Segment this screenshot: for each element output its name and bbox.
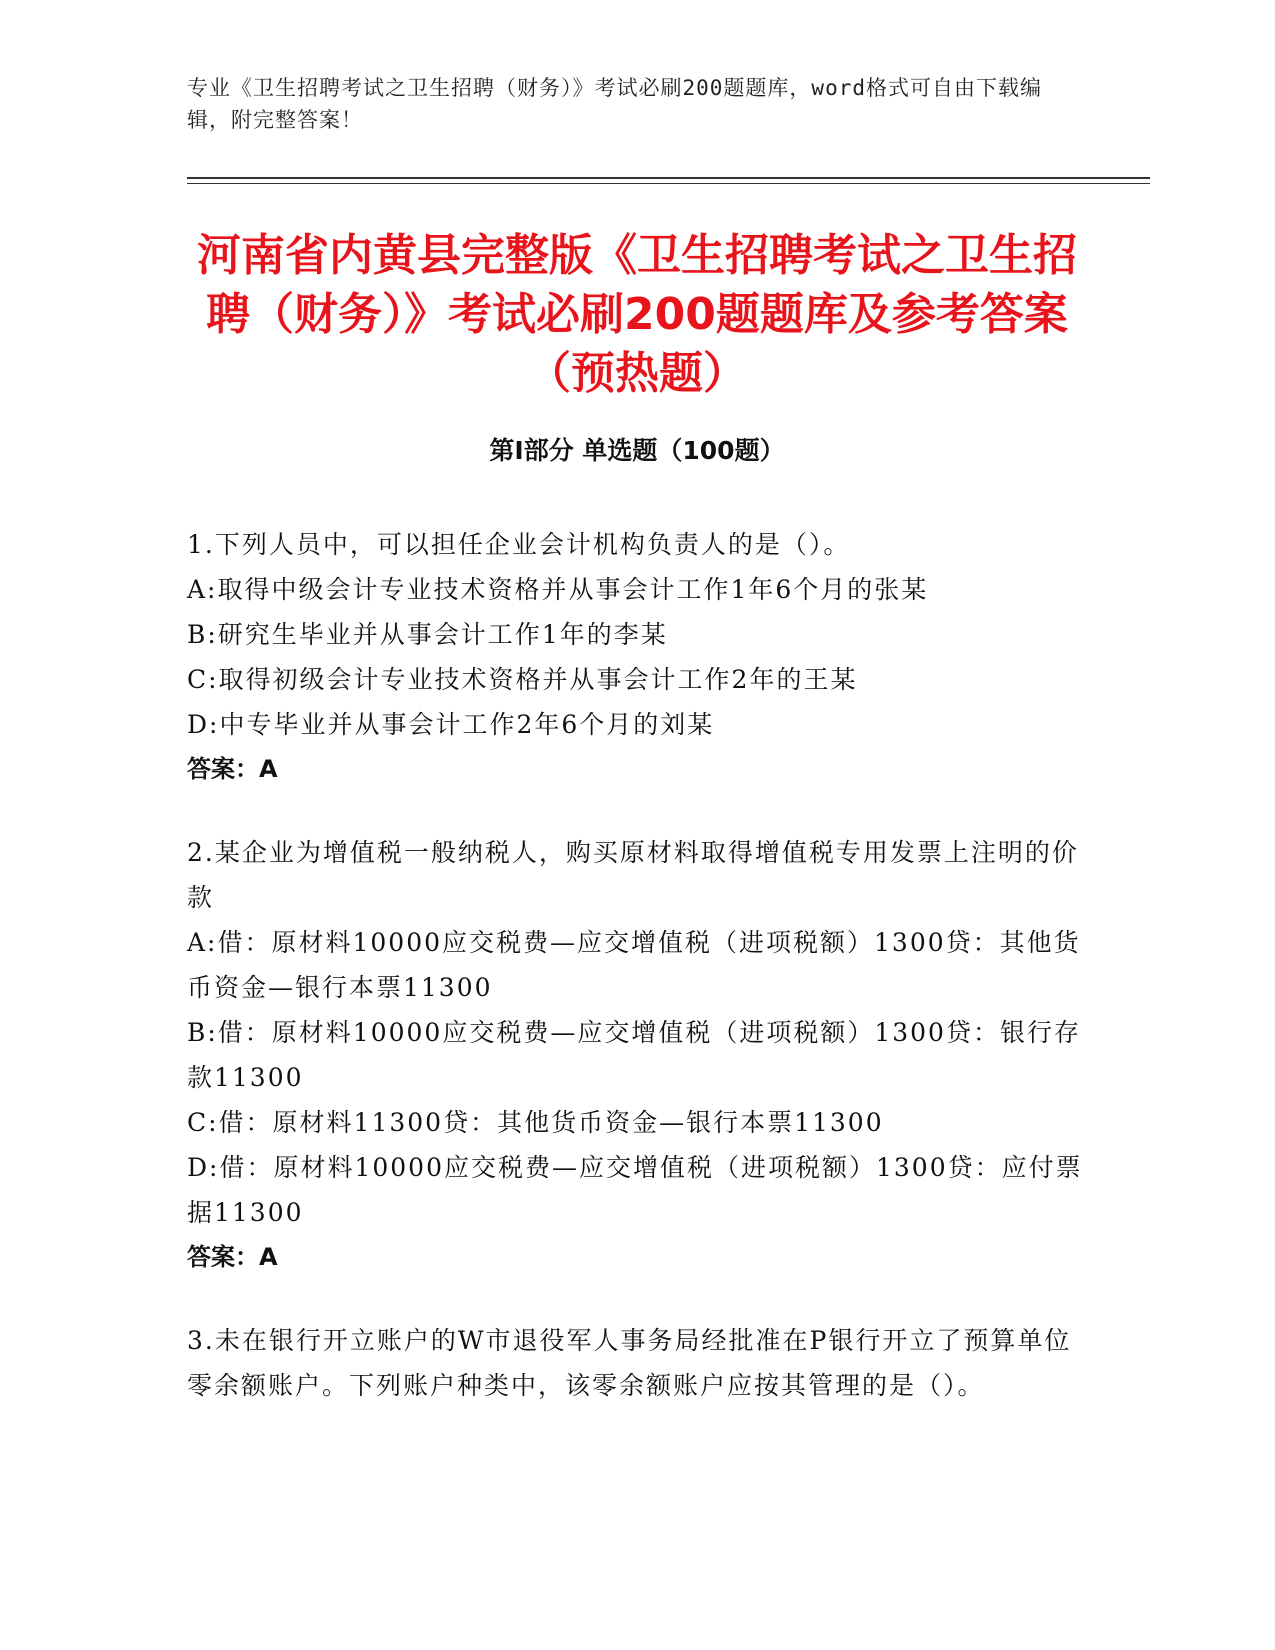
option-a: A:取得中级会计专业技术资格并从事会计工作1年6个月的张某 (187, 575, 929, 604)
question-stem: 3.未在银行开立账户的W市退役军人事务局经批准在P银行开立了预算单位零余额账户。下列账户种类中，该零余额账户应按其管理的是（）。 (187, 1326, 1072, 1400)
question-2 (187, 830, 1087, 1280)
question-3 (187, 1318, 1087, 1408)
option-d: D:借：原材料10000应交税费—应交增值税（进项税额）1300贷：应付票据11300 (187, 1153, 1083, 1227)
option-c: C:借：原材料11300贷：其他货币资金—银行本票11300 (187, 1108, 884, 1137)
option-d: D:中专毕业并从事会计工作2年6个月的刘某 (187, 710, 715, 739)
option-a: A:借：原材料10000应交税费—应交增值税（进项税额）1300贷：其他货币资金—银行本票11300 (187, 928, 1081, 1002)
question-stem: 2.某企业为增值税一般纳税人，购买原材料取得增值税专用发票上注明的价款 (187, 838, 1079, 912)
question-list (187, 522, 1087, 1446)
option-b: B:借：原材料10000应交税费—应交增值税（进项税额）1300贷：银行存款11300 (187, 1018, 1081, 1092)
header-note: 专业《卫生招聘考试之卫生招聘（财务）》考试必刷200题题库，word格式可自由下载编辑，附完整答案！ (187, 76, 1042, 132)
question-1 (187, 522, 1087, 792)
answer-label: 答案：A (187, 1243, 278, 1271)
document-title: 河南省内黄县完整版《卫生招聘考试之卫生招聘（财务）》考试必刷200题题库及参考答案（预热题） (197, 230, 1077, 399)
header-divider-thick (187, 177, 1150, 179)
question-stem: 1.下列人员中，可以担任企业会计机构负责人的是（）。 (187, 530, 851, 559)
option-c: C:取得初级会计专业技术资格并从事会计工作2年的王某 (187, 665, 858, 694)
header-divider-thin (187, 183, 1150, 184)
option-b: B:研究生毕业并从事会计工作1年的李某 (187, 620, 668, 649)
section-title: 第Ⅰ部分 单选题（100题） (489, 436, 785, 465)
answer-label: 答案：A (187, 755, 278, 783)
